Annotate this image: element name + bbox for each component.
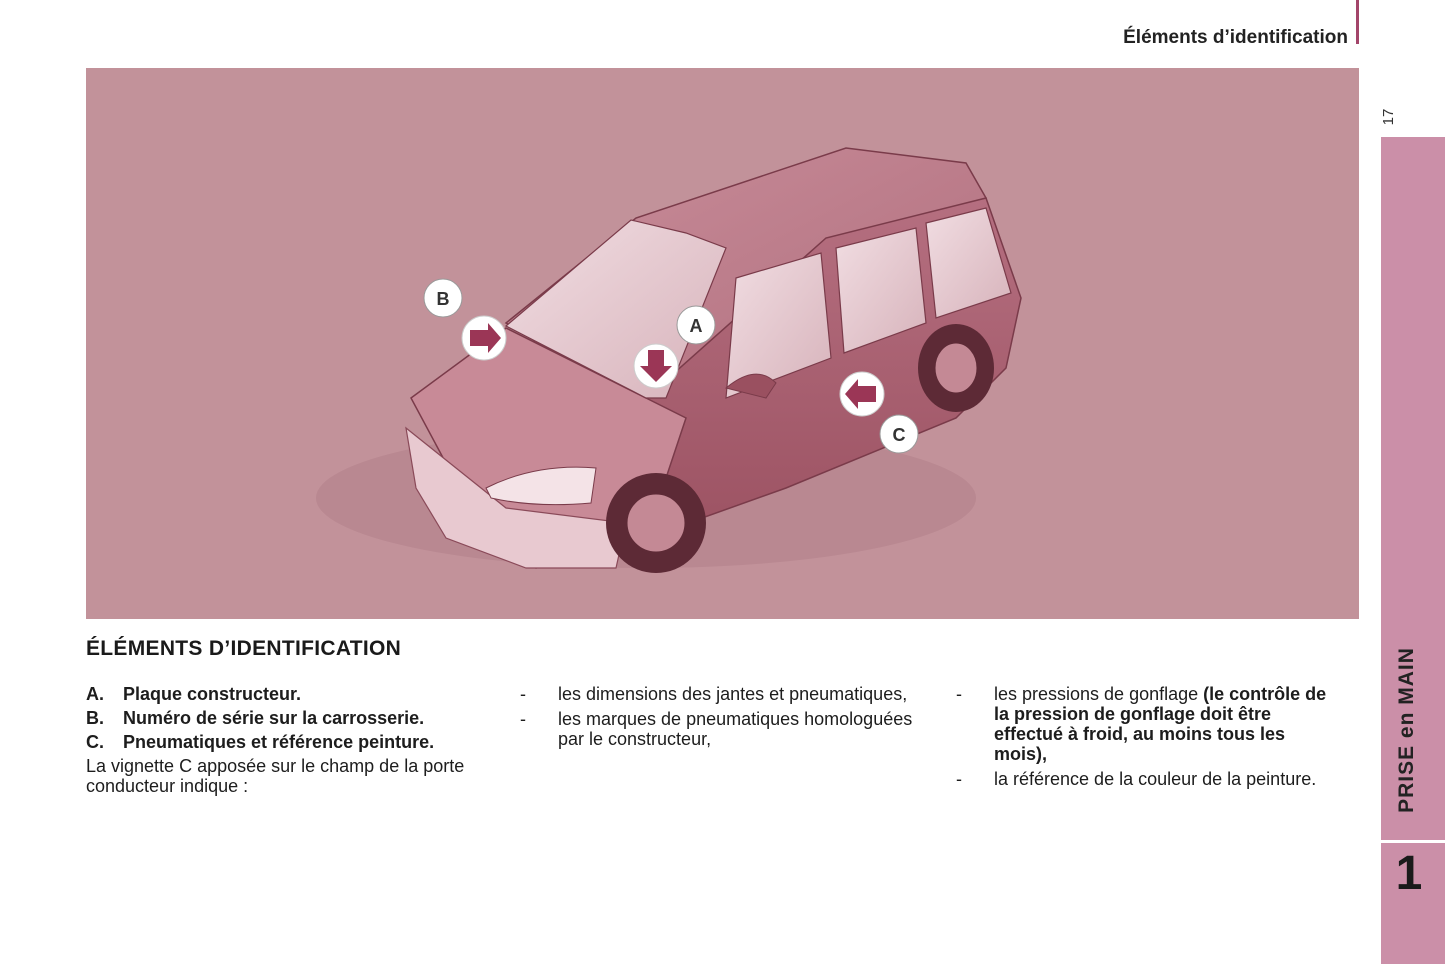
page-header-title: Éléments d’identification [1123,27,1348,48]
chapter-number: 1 [1395,847,1423,900]
section-title: ÉLÉMENTS D’IDENTIFICATION [86,637,402,660]
column-3 [956,684,1336,794]
list-item-letter: A. [86,684,104,704]
chapter-label [1381,630,1433,830]
car-wheel-rear [918,324,994,412]
car-illustration-svg [86,68,1359,619]
list-item-text: Pneumatiques et référence peinture. [123,732,435,752]
dash-item-paint [956,769,1336,789]
dash-item-rims [520,684,920,704]
dash-bullet: - [956,684,962,704]
dash-item-brands [520,709,920,749]
chapter-label-text: PRISE en MAIN [1395,647,1419,813]
list-item-text: Plaque constructeur. [123,684,302,704]
car-wheel-front [606,473,706,573]
dash-item-text [994,684,1336,764]
list-item-letter: C. [86,732,104,752]
dash-bullet: - [956,769,962,789]
dash-item-text: les dimensions des jantes et pneumatiques, [558,684,908,704]
dash-bullet: - [520,684,526,704]
column-2 [520,684,920,754]
dash-item-bold-text: (le contrôle de la pression de gonflage doit être effectué à froid, au moins tous les mois), [994,684,1327,764]
page-number: 17 [1379,108,1397,126]
intro-paragraph: La vignette C apposée sur le champ de la porte conducteur indique : [86,756,465,796]
callout-a-label: A [689,316,703,336]
callout-b-label: B [436,289,450,309]
column-1 [86,684,486,796]
chapter-divider [1381,840,1445,843]
list-item-b [86,708,486,728]
list-item-letter: B. [86,708,104,728]
dash-item-pressure [956,684,1336,764]
list-item-c [86,732,486,752]
dash-bullet: - [520,709,526,729]
list-item-a [86,684,486,704]
list-item-text: Numéro de série sur la carrosserie. [123,708,425,728]
callout-c-label: C [892,425,906,445]
dash-item-text: la référence de la couleur de la peinture. [994,769,1317,789]
dash-item-text: les marques de pneumatiques homologuées par le constructeur, [558,709,913,749]
car-illustration [86,68,1359,619]
header-accent-bar [1356,0,1359,44]
dash-item-plain-text: les pressions de gonflage [994,684,1204,704]
callout-b [424,279,506,360]
